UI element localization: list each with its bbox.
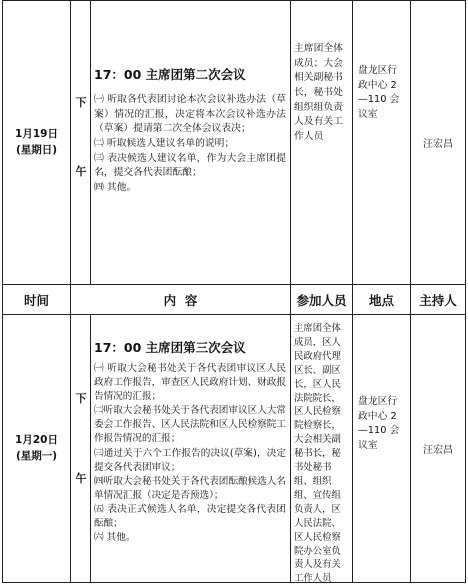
- period-cell: [71, 1, 90, 284]
- location-cell: 盘龙区行政中心 2—110 会议室: [358, 396, 400, 452]
- agenda-item: ㈣听取大会秘书处关于各代表团酝酿候选人名单情况汇报（决定是否预选）；: [94, 475, 286, 501]
- content-cell: [94, 338, 286, 578]
- header-content: 内 容: [163, 292, 198, 308]
- period-char: 下: [75, 96, 87, 109]
- weekday-text: (星期日): [15, 143, 58, 156]
- header-participants: 参加人员: [296, 292, 347, 308]
- period-char: 午: [75, 472, 87, 485]
- agenda-item: ㈣ 其他。: [94, 182, 137, 194]
- participants-cell: 主席团全体成员，区人民政府代理区长、副区长，区人民法院院长，区人民检察院检察长，大会相关副秘书长，秘书处秘书组、组织组、宣传组负责人，区人民法院、区人民检察院办公室负责人及有关工作人员: [294, 323, 341, 585]
- meeting-title: 17：00 主席团第三次会议: [94, 340, 246, 355]
- participants-cell: 主席团全体成员；大会相关副秘书长，秘书处组织组负责人及有关工作人员: [294, 43, 343, 143]
- column-divider: [90, 0, 91, 284]
- period-cell: [71, 315, 90, 582]
- agenda-item: ㈥ 其他。: [94, 532, 136, 544]
- period-char: 午: [75, 165, 87, 178]
- table-border-right: [465, 0, 466, 583]
- agenda-item: ㈠ 听取大会秘书处关于各代表团审议区人民政府工作报告，审查区人民政府计划、财政报告情况的汇报；: [94, 363, 286, 403]
- host-cell: 汪宏昌: [423, 139, 453, 150]
- date-cell: [3, 1, 70, 284]
- agenda-item: ㈢ 表决候选人建议名单，作为大会主席团提名，提交各代表团酝酿；: [94, 152, 286, 179]
- weekday-text: (星期一): [15, 449, 58, 462]
- period-char: 下: [75, 392, 87, 405]
- header-time: 时间: [23, 292, 49, 308]
- agenda-item: ㈡ 听取候选人建议名单的说明；: [94, 138, 235, 150]
- table-border-bottom: [2, 582, 465, 583]
- date-text: 1月19日: [15, 128, 58, 141]
- agenda-item: ㈢通过关于六个工作报告的决议(草案)，决定提交各代表团审议；: [94, 447, 286, 473]
- meeting-title: 17：00 主席团第二次会议: [94, 67, 246, 82]
- agenda-item: ㈤ 表决正式候选人名单，决定提交各代表团酝酿；: [94, 503, 286, 530]
- column-divider: [90, 314, 91, 583]
- agenda-item: ㈡听取大会秘书处关于各代表团审议区人大常委会工作报告、区人民法院和区人民检察院工作报告情况的汇报；: [94, 405, 286, 445]
- content-cell: [94, 65, 286, 280]
- header-host: 主持人: [419, 292, 457, 308]
- agenda-list: [94, 93, 286, 196]
- header-location: 地点: [368, 292, 394, 308]
- host-cell: 汪宏昌: [423, 445, 453, 456]
- date-cell: [3, 315, 70, 582]
- location-cell: 盘龙区行政中心 2—110 会议室: [358, 65, 400, 121]
- agenda-item: ㈠ 听取各代表团讨论本次会议补选办法（草案）情况的汇报，决定将本次会议补选办法（草案）提请第二次全体会议表决；: [94, 94, 286, 135]
- agenda-list: [94, 362, 286, 545]
- date-text: 1月20日: [15, 434, 58, 447]
